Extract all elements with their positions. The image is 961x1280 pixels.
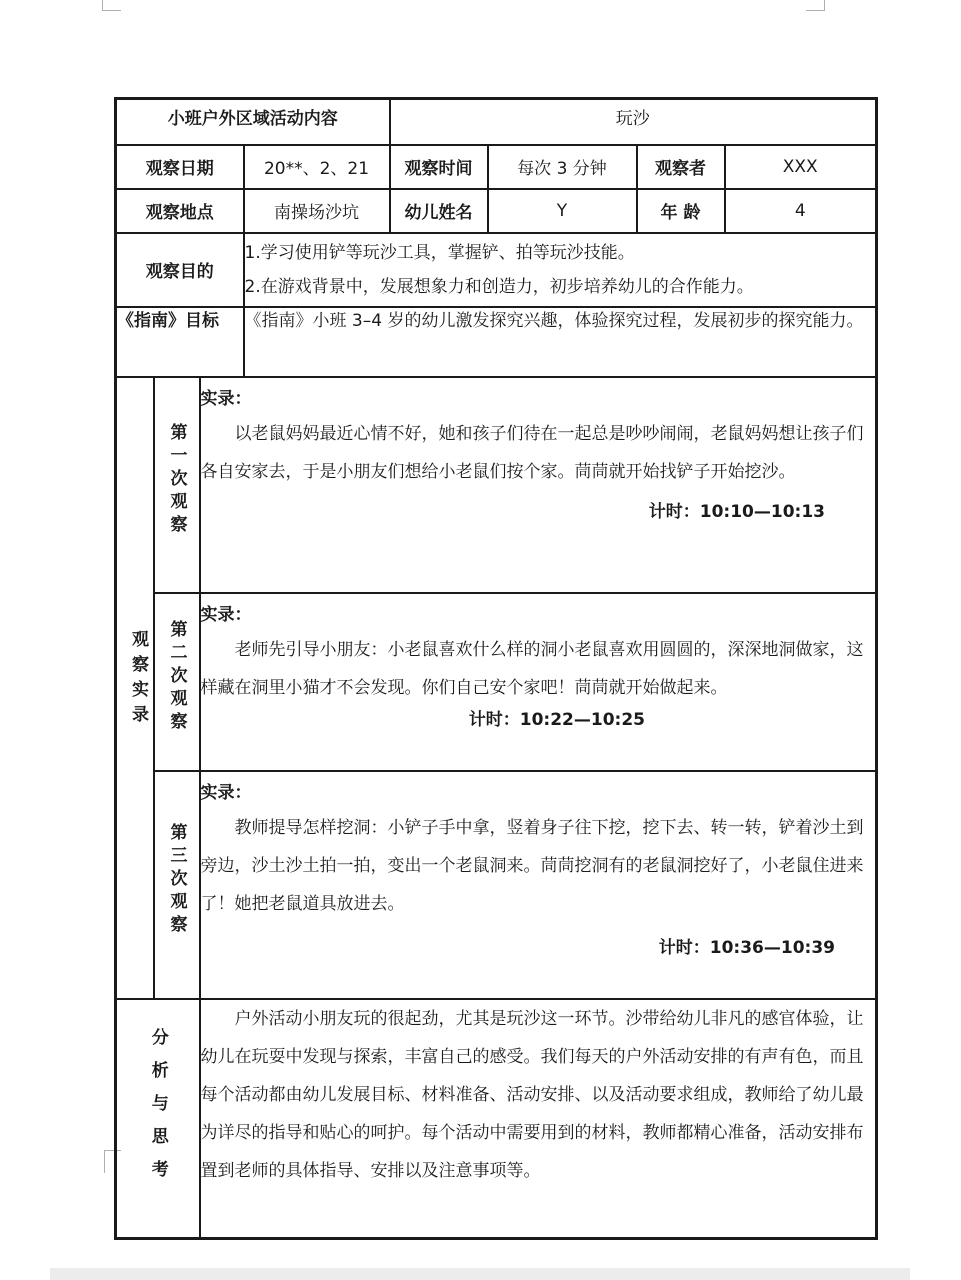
record-2-body (200, 593, 877, 771)
record-1-label-text: 第一次观察 (166, 423, 187, 538)
record-3-text: 教师提导怎样挖洞：小铲子手中拿，竖着身子往下挖，挖下去、转一转，铲着沙土到旁边，沙土沙土拍一拍，变出一个老鼠洞来。茼茼挖洞有的老鼠洞挖好了，小老鼠住进来了！她把老鼠道具放进去。 (200, 817, 864, 914)
record-2-label-text: 第二次观察 (166, 620, 187, 735)
record-3-body (200, 771, 877, 999)
guide-text: 《指南》小班 3–4 岁的幼儿激发探究兴趣，体验探究过程，发展初步的探究能力。 (244, 307, 877, 377)
page-bottom-edge (50, 1268, 910, 1280)
place-row (116, 189, 877, 233)
record-row-1 (116, 377, 877, 593)
analysis-text: 户外活动小朋友玩的很起劲，尤其是玩沙这一环节。沙带给幼儿非凡的感官体验，让幼儿在玩耍中发现与探索，丰富自己的感受。我们每天的户外活动安排的有声有色，而且每个活动都由幼儿发展目标、材料准备、活动安排、以及活动要求组成，教师给了幼儿最为详尽的指导和贴心的呵护。每个活动中需要用到的材料，教师都精心准备，活动安排布置到老师的具体指导、安排以及注意事项等。 (200, 999, 877, 1239)
date-label: 观察日期 (116, 145, 244, 189)
place-label: 观察地点 (116, 189, 244, 233)
record-1-timing: 计时：10:10—10:13 (648, 501, 825, 522)
activity-row (116, 99, 877, 145)
date-row (116, 145, 877, 189)
place-value: 南操场沙坑 (244, 189, 390, 233)
record-3-label (154, 771, 200, 999)
record-3-title: 实录： (200, 782, 252, 803)
record-row-3 (116, 771, 877, 999)
observer-label: 观察者 (637, 145, 725, 189)
age-label: 年 龄 (637, 189, 725, 233)
record-3-label-text: 第三次观察 (166, 823, 187, 938)
record-1-text: 以老鼠妈妈最近心情不好，她和孩子们待在一起总是吵吵闹闹，老鼠妈妈想让孩子们各自安家去，于是小朋友们想给小老鼠们按个家。茼茼就开始找铲子开始挖沙。 (200, 423, 864, 482)
activity-label: 小班户外区域活动内容 (116, 99, 390, 145)
records-group-text: 观察实录 (128, 629, 148, 730)
record-row-2 (116, 593, 877, 771)
record-2-text: 老师先引导小朋友：小老鼠喜欢什么样的洞小老鼠喜欢用圆圆的，深深地洞做家，这样藏在洞里小猫才不会发现。你们自己安个家吧！茼茼就开始做起来。 (200, 639, 864, 698)
crop-mark-top-right (806, 0, 825, 11)
purpose-label: 观察目的 (116, 233, 244, 307)
guide-label: 《指南》目标 (116, 307, 244, 377)
time-label: 观察时间 (390, 145, 488, 189)
analysis-label (116, 999, 200, 1239)
record-1-label (154, 377, 200, 593)
record-2-title: 实录： (200, 604, 252, 625)
observation-form (114, 97, 878, 1240)
record-2-timing: 计时：10:22—10:25 (468, 709, 645, 730)
record-2-label (154, 593, 200, 771)
purpose-line-1: 1.学习使用铲等玩沙工具，掌握铲、拍等玩沙技能。 (244, 242, 635, 263)
record-3-timing: 计时：10:36—10:39 (658, 937, 835, 958)
time-value: 每次 3 分钟 (488, 145, 637, 189)
date-value: 20**、2、21 (244, 145, 390, 189)
records-group-label (116, 377, 154, 999)
record-1-body (200, 377, 877, 593)
guide-row (116, 307, 877, 377)
child-name-value: Y (488, 189, 637, 233)
record-1-title: 实录： (200, 388, 252, 409)
analysis-label-text: 分析与思考 (147, 1027, 168, 1193)
purpose-line-2: 2.在游戏背景中，发展想象力和创造力，初步培养幼儿的合作能力。 (244, 276, 754, 297)
purpose-row (116, 233, 877, 307)
observer-value: XXX (725, 145, 877, 189)
purpose-text (244, 233, 877, 307)
age-value: 4 (725, 189, 877, 233)
analysis-row (116, 999, 877, 1239)
activity-value: 玩沙 (390, 99, 877, 145)
child-name-label: 幼儿姓名 (390, 189, 488, 233)
crop-mark-top-left (102, 0, 121, 11)
